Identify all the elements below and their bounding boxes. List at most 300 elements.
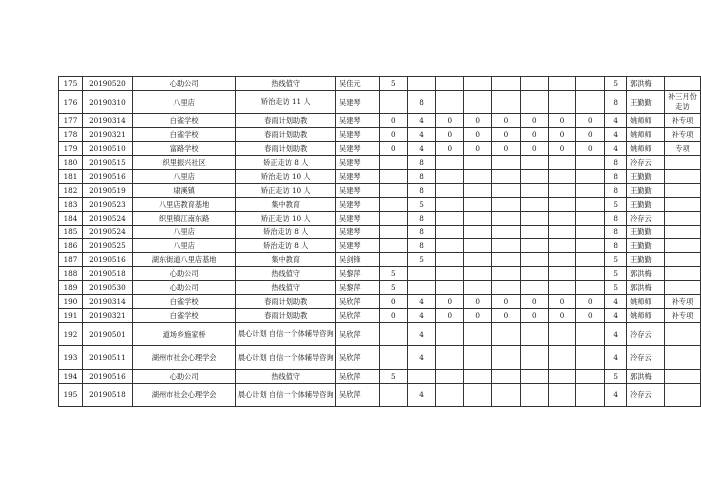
remark-cell <box>664 156 700 170</box>
total-cell: 4 <box>605 383 627 407</box>
value-cell: 0 <box>576 294 605 308</box>
value-cell <box>436 322 464 346</box>
value-cell <box>576 281 605 295</box>
value-cell <box>520 77 548 91</box>
value-cell <box>492 281 521 295</box>
contact-cell: 姚师师 <box>627 114 665 128</box>
remark-cell: 补三月份走访 <box>664 90 700 114</box>
value-cell <box>407 267 436 281</box>
location-cell: 埭溪镇 <box>132 183 236 197</box>
table-row <box>59 128 701 142</box>
remark-cell <box>664 183 700 197</box>
value-cell: 0 <box>576 114 605 128</box>
contact-cell: 王勤勤 <box>627 225 665 239</box>
value-cell: 0 <box>464 128 492 142</box>
value-cell <box>548 197 576 211</box>
date-cell: 20190530 <box>82 281 132 295</box>
contact-cell: 冷存云 <box>627 383 665 407</box>
table-row <box>59 169 701 183</box>
total-cell: 8 <box>605 211 627 225</box>
volunteer-cell: 吴建琴 <box>336 169 380 183</box>
date-cell: 20190518 <box>82 267 132 281</box>
activity-cell: 集中教育 <box>236 197 336 211</box>
value-cell: 0 <box>492 142 521 156</box>
value-cell <box>436 267 464 281</box>
value-cell <box>492 156 521 170</box>
value-cell <box>548 281 576 295</box>
table-row <box>59 383 701 407</box>
value-cell <box>436 346 464 370</box>
value-cell <box>520 369 548 383</box>
remark-cell: 补专项 <box>664 294 700 308</box>
table-row <box>59 322 701 346</box>
value-cell: 4 <box>407 114 436 128</box>
value-cell: 4 <box>407 142 436 156</box>
value-cell: 0 <box>520 294 548 308</box>
total-cell: 8 <box>605 90 627 114</box>
value-cell: 8 <box>407 169 436 183</box>
contact-cell: 王勤勤 <box>627 197 665 211</box>
value-cell <box>576 197 605 211</box>
value-cell: 0 <box>379 128 407 142</box>
value-cell <box>464 90 492 114</box>
value-cell <box>576 90 605 114</box>
activity-cell: 春雨计划助教 <box>236 294 336 308</box>
date-cell: 20190314 <box>82 114 132 128</box>
value-cell <box>464 211 492 225</box>
value-cell <box>464 77 492 91</box>
value-cell <box>492 369 521 383</box>
value-cell: 0 <box>548 294 576 308</box>
date-cell: 20190516 <box>82 253 132 267</box>
value-cell <box>464 239 492 253</box>
value-cell <box>464 156 492 170</box>
value-cell <box>492 383 521 407</box>
location-cell: 湖州市社会心理学会 <box>132 346 236 370</box>
remark-cell <box>664 239 700 253</box>
value-cell <box>548 183 576 197</box>
value-cell <box>436 90 464 114</box>
value-cell <box>548 77 576 91</box>
value-cell <box>492 183 521 197</box>
value-cell <box>576 183 605 197</box>
value-cell <box>464 253 492 267</box>
value-cell <box>520 281 548 295</box>
date-cell: 20190510 <box>82 142 132 156</box>
volunteer-cell: 吴建琴 <box>336 197 380 211</box>
value-cell: 0 <box>548 308 576 322</box>
date-cell: 20190524 <box>82 225 132 239</box>
volunteer-cell: 吴欣萍 <box>336 383 380 407</box>
table-row <box>59 183 701 197</box>
value-cell <box>576 156 605 170</box>
value-cell: 0 <box>548 128 576 142</box>
value-cell <box>407 77 436 91</box>
value-cell <box>492 322 521 346</box>
value-cell <box>407 281 436 295</box>
total-cell: 4 <box>605 322 627 346</box>
value-cell <box>492 346 521 370</box>
value-cell <box>520 253 548 267</box>
row-number: 190 <box>59 294 83 308</box>
activity-cell: 集中教育 <box>236 253 336 267</box>
table-row <box>59 346 701 370</box>
contact-cell: 姚师师 <box>627 142 665 156</box>
value-cell <box>436 369 464 383</box>
total-cell: 5 <box>605 197 627 211</box>
remark-cell <box>664 322 700 346</box>
remark-cell <box>664 211 700 225</box>
table-row <box>59 114 701 128</box>
date-cell: 20190321 <box>82 308 132 322</box>
location-cell: 八里店 <box>132 225 236 239</box>
contact-cell: 王勤勤 <box>627 169 665 183</box>
row-number: 181 <box>59 169 83 183</box>
volunteer-cell: 吴欣萍 <box>336 369 380 383</box>
table-row <box>59 253 701 267</box>
value-cell <box>576 346 605 370</box>
value-cell <box>436 281 464 295</box>
total-cell: 8 <box>605 225 627 239</box>
remark-cell <box>664 77 700 91</box>
remark-cell <box>664 281 700 295</box>
date-cell: 20190519 <box>82 183 132 197</box>
volunteer-cell: 吴建琴 <box>336 156 380 170</box>
value-cell <box>548 156 576 170</box>
location-cell: 白雀学校 <box>132 114 236 128</box>
contact-cell: 冷存云 <box>627 346 665 370</box>
value-cell <box>379 253 407 267</box>
value-cell <box>492 77 521 91</box>
location-cell: 八里店 <box>132 90 236 114</box>
value-cell <box>464 281 492 295</box>
value-cell <box>492 267 521 281</box>
contact-cell: 郭洪梅 <box>627 369 665 383</box>
value-cell <box>379 169 407 183</box>
location-cell: 织里振兴社区 <box>132 156 236 170</box>
value-cell <box>464 267 492 281</box>
value-cell <box>436 77 464 91</box>
table-row <box>59 197 701 211</box>
total-cell: 4 <box>605 114 627 128</box>
value-cell: 8 <box>407 156 436 170</box>
value-cell <box>436 225 464 239</box>
row-number: 195 <box>59 383 83 407</box>
table-row <box>59 308 701 322</box>
value-cell: 0 <box>548 114 576 128</box>
value-cell: 5 <box>407 253 436 267</box>
total-cell: 4 <box>605 346 627 370</box>
remark-cell <box>664 253 700 267</box>
date-cell: 20190314 <box>82 294 132 308</box>
value-cell <box>520 267 548 281</box>
contact-cell: 姚师师 <box>627 294 665 308</box>
activity-cell: 矫正走访 8 人 <box>236 156 336 170</box>
location-cell: 八里店教育基地 <box>132 197 236 211</box>
date-cell: 20190310 <box>82 90 132 114</box>
row-number: 176 <box>59 90 83 114</box>
table-row <box>59 369 701 383</box>
contact-cell: 郭洪梅 <box>627 267 665 281</box>
volunteer-cell: 吴黎萍 <box>336 281 380 295</box>
value-cell <box>407 369 436 383</box>
activity-cell: 晨心计划 自信一个体辅导咨询 <box>236 346 336 370</box>
contact-cell: 冷存云 <box>627 156 665 170</box>
value-cell: 0 <box>520 142 548 156</box>
value-cell <box>520 239 548 253</box>
value-cell: 4 <box>407 294 436 308</box>
location-cell: 八里店 <box>132 239 236 253</box>
location-cell: 白雀学校 <box>132 128 236 142</box>
activity-cell: 热线值守 <box>236 369 336 383</box>
table-row <box>59 294 701 308</box>
volunteer-cell: 吴佳元 <box>336 77 380 91</box>
value-cell <box>548 322 576 346</box>
activity-cell: 热线值守 <box>236 267 336 281</box>
date-cell: 20190511 <box>82 346 132 370</box>
table-row <box>59 225 701 239</box>
value-cell <box>548 211 576 225</box>
row-number: 188 <box>59 267 83 281</box>
table-row <box>59 239 701 253</box>
remark-cell <box>664 369 700 383</box>
value-cell <box>548 267 576 281</box>
volunteer-cell: 吴欣萍 <box>336 308 380 322</box>
remark-cell: 补专项 <box>664 308 700 322</box>
value-cell <box>548 383 576 407</box>
value-cell <box>379 183 407 197</box>
value-cell <box>436 156 464 170</box>
activity-cell: 矫治走访 8 人 <box>236 225 336 239</box>
value-cell <box>379 225 407 239</box>
contact-cell: 王勤勤 <box>627 253 665 267</box>
value-cell: 8 <box>407 225 436 239</box>
location-cell: 富路学校 <box>132 142 236 156</box>
volunteer-cell: 吴建琴 <box>336 142 380 156</box>
row-number: 186 <box>59 239 83 253</box>
activity-cell: 春雨计划助教 <box>236 114 336 128</box>
volunteer-cell: 吴建琴 <box>336 90 380 114</box>
remark-cell <box>664 267 700 281</box>
value-cell: 0 <box>548 142 576 156</box>
value-cell: 0 <box>436 142 464 156</box>
location-cell: 心助公司 <box>132 369 236 383</box>
row-number: 177 <box>59 114 83 128</box>
date-cell: 20190321 <box>82 128 132 142</box>
date-cell: 20190520 <box>82 77 132 91</box>
value-cell <box>379 156 407 170</box>
value-cell: 0 <box>464 142 492 156</box>
date-cell: 20190515 <box>82 156 132 170</box>
remark-cell: 专项 <box>664 142 700 156</box>
value-cell <box>576 322 605 346</box>
value-cell: 0 <box>520 128 548 142</box>
value-cell: 0 <box>464 294 492 308</box>
row-number: 184 <box>59 211 83 225</box>
remark-cell <box>664 346 700 370</box>
total-cell: 4 <box>605 294 627 308</box>
contact-cell: 郭洪梅 <box>627 281 665 295</box>
value-cell: 0 <box>520 114 548 128</box>
value-cell <box>520 225 548 239</box>
value-cell <box>464 322 492 346</box>
table-row <box>59 90 701 114</box>
table-body <box>59 77 701 407</box>
value-cell: 0 <box>436 114 464 128</box>
value-cell <box>520 346 548 370</box>
value-cell <box>464 183 492 197</box>
activity-cell: 矫正走访 10 人 <box>236 211 336 225</box>
value-cell: 0 <box>576 128 605 142</box>
volunteer-cell: 吴建琴 <box>336 211 380 225</box>
activity-cell: 矫治走访 10 人 <box>236 169 336 183</box>
value-cell <box>576 239 605 253</box>
activity-cell: 热线值守 <box>236 77 336 91</box>
date-cell: 20190524 <box>82 211 132 225</box>
total-cell: 5 <box>605 281 627 295</box>
location-cell: 白雀学校 <box>132 294 236 308</box>
location-cell: 道场乡施家桥 <box>132 322 236 346</box>
contact-cell: 姚师师 <box>627 308 665 322</box>
contact-cell: 郭洪梅 <box>627 77 665 91</box>
value-cell <box>464 197 492 211</box>
value-cell <box>379 197 407 211</box>
value-cell <box>548 253 576 267</box>
total-cell: 8 <box>605 239 627 253</box>
date-cell: 20190518 <box>82 383 132 407</box>
location-cell: 织里镇江南东路 <box>132 211 236 225</box>
contact-cell: 冷存云 <box>627 211 665 225</box>
value-cell <box>548 346 576 370</box>
location-cell: 湖东街道八里店基地 <box>132 253 236 267</box>
total-cell: 5 <box>605 77 627 91</box>
row-number: 192 <box>59 322 83 346</box>
value-cell: 0 <box>379 308 407 322</box>
value-cell <box>492 239 521 253</box>
value-cell: 5 <box>379 77 407 91</box>
total-cell: 4 <box>605 308 627 322</box>
activity-cell: 热线值守 <box>236 281 336 295</box>
row-number: 179 <box>59 142 83 156</box>
value-cell: 0 <box>436 128 464 142</box>
value-cell <box>379 90 407 114</box>
value-cell <box>548 239 576 253</box>
value-cell <box>436 239 464 253</box>
value-cell: 4 <box>407 322 436 346</box>
value-cell: 0 <box>436 308 464 322</box>
value-cell <box>520 169 548 183</box>
value-cell <box>379 346 407 370</box>
value-cell <box>436 211 464 225</box>
total-cell: 5 <box>605 253 627 267</box>
value-cell: 0 <box>436 294 464 308</box>
value-cell <box>436 197 464 211</box>
row-number: 187 <box>59 253 83 267</box>
value-cell: 0 <box>492 308 521 322</box>
remark-cell <box>664 225 700 239</box>
value-cell: 5 <box>407 197 436 211</box>
value-cell <box>576 253 605 267</box>
volunteer-cell: 吴建琴 <box>336 239 380 253</box>
volunteer-cell: 吴建琴 <box>336 183 380 197</box>
value-cell: 0 <box>492 128 521 142</box>
value-cell: 0 <box>492 294 521 308</box>
row-number: 178 <box>59 128 83 142</box>
value-cell: 0 <box>520 308 548 322</box>
value-cell: 8 <box>407 90 436 114</box>
value-cell: 8 <box>407 211 436 225</box>
value-cell <box>379 383 407 407</box>
total-cell: 4 <box>605 128 627 142</box>
contact-cell: 王勤勤 <box>627 183 665 197</box>
date-cell: 20190525 <box>82 239 132 253</box>
value-cell: 0 <box>464 308 492 322</box>
contact-cell: 王勤勤 <box>627 239 665 253</box>
volunteer-cell: 吴欣萍 <box>336 322 380 346</box>
total-cell: 4 <box>605 142 627 156</box>
date-cell: 20190516 <box>82 169 132 183</box>
value-cell <box>492 225 521 239</box>
table-row <box>59 211 701 225</box>
activity-cell: 春雨计划助教 <box>236 142 336 156</box>
location-cell: 湖州市社会心理学会 <box>132 383 236 407</box>
location-cell: 白雀学校 <box>132 308 236 322</box>
value-cell: 5 <box>379 267 407 281</box>
value-cell <box>520 156 548 170</box>
date-cell: 20190523 <box>82 197 132 211</box>
activity-cell: 春雨计划助教 <box>236 128 336 142</box>
total-cell: 5 <box>605 267 627 281</box>
row-number: 182 <box>59 183 83 197</box>
value-cell <box>548 169 576 183</box>
value-cell <box>379 239 407 253</box>
location-cell: 八里店 <box>132 169 236 183</box>
value-cell <box>436 383 464 407</box>
remark-cell <box>664 169 700 183</box>
value-cell: 0 <box>576 308 605 322</box>
value-cell: 4 <box>407 346 436 370</box>
row-number: 183 <box>59 197 83 211</box>
activity-cell: 矫治走访 11 人 <box>236 90 336 114</box>
volunteer-cell: 吴建琴 <box>336 225 380 239</box>
value-cell <box>492 90 521 114</box>
total-cell: 8 <box>605 183 627 197</box>
row-number: 194 <box>59 369 83 383</box>
value-cell: 8 <box>407 183 436 197</box>
value-cell: 5 <box>379 281 407 295</box>
activity-cell: 矫治走访 8 人 <box>236 239 336 253</box>
value-cell: 0 <box>464 114 492 128</box>
value-cell <box>379 322 407 346</box>
value-cell <box>492 253 521 267</box>
total-cell: 8 <box>605 156 627 170</box>
location-cell: 心助公司 <box>132 281 236 295</box>
total-cell: 8 <box>605 169 627 183</box>
remark-cell: 补专项 <box>664 114 700 128</box>
row-number: 180 <box>59 156 83 170</box>
contact-cell: 冷存云 <box>627 322 665 346</box>
table-row <box>59 77 701 91</box>
value-cell <box>436 253 464 267</box>
value-cell <box>576 383 605 407</box>
activity-cell: 晨心计划 自信一个体辅导咨询 <box>236 383 336 407</box>
value-cell <box>492 197 521 211</box>
value-cell <box>576 225 605 239</box>
value-cell <box>436 169 464 183</box>
contact-cell: 姚师师 <box>627 128 665 142</box>
row-number: 191 <box>59 308 83 322</box>
remark-cell <box>664 197 700 211</box>
